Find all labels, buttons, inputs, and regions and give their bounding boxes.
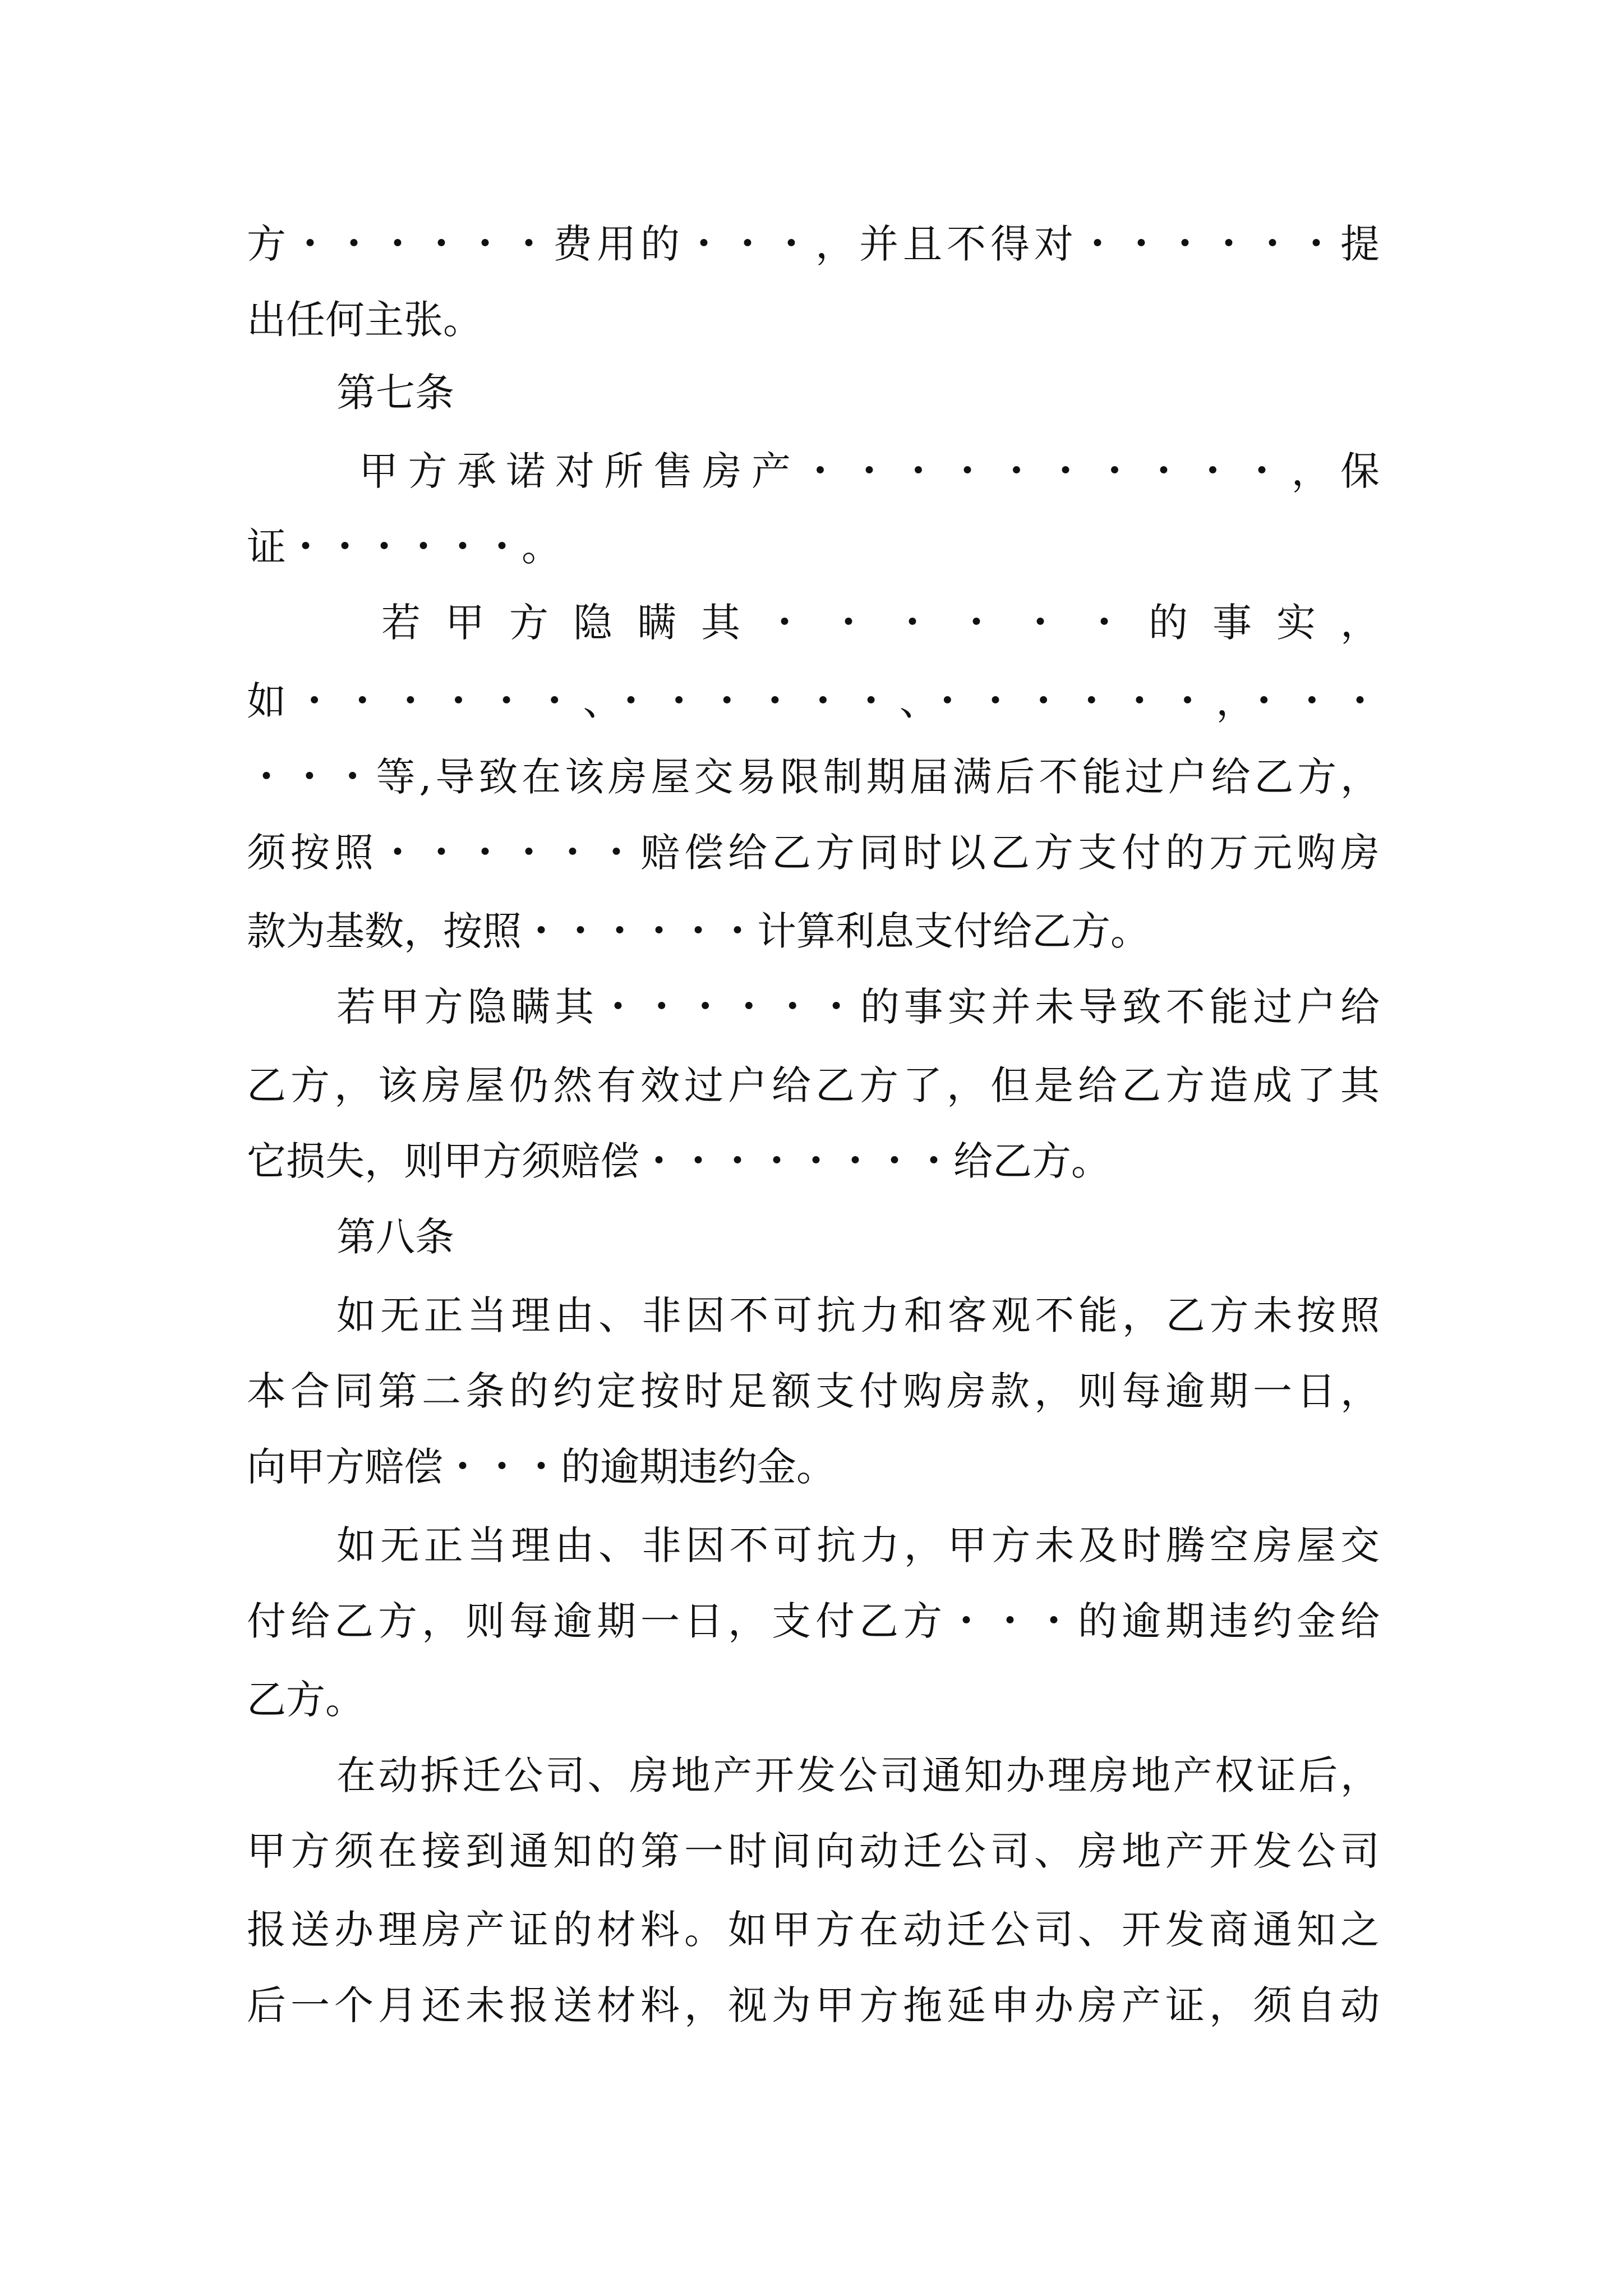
text-line: 须按照・・・・・・赔偿给乙方同时以乙方支付的万元购房 <box>247 830 1380 876</box>
text-line: 乙方。 <box>247 1677 365 1723</box>
section-heading-8: 第八条 <box>336 1214 454 1260</box>
text-line: 如无正当理由、非因不可抗力和客观不能，乙方未按照 <box>336 1292 1380 1338</box>
text-line: 如无正当理由、非因不可抗力，甲方未及时腾空房屋交 <box>336 1522 1380 1568</box>
text-line: 甲方承诺对所售房产・・・・・・・・・・，保 <box>359 448 1380 494</box>
text-line: 后一个月还未报送材料，视为甲方拖延申办房产证，须自动 <box>247 1982 1380 2028</box>
text-line: 如・・・・・・、・・・・・・、・・・・・・，・・・ <box>247 678 1380 724</box>
text-line: 方・・・・・・费用的・・・，并且不得对・・・・・・提 <box>247 221 1380 267</box>
text-line: ・・・等,导致在该房屋交易限制期届满后不能过户给乙方， <box>247 754 1380 800</box>
text-line: 在动拆迁公司、房地产开发公司通知办理房地产权证后， <box>336 1752 1380 1798</box>
text-line: 款为基数，按照・・・・・・计算利息支付给乙方。 <box>247 908 1150 954</box>
text-line: 若甲方隐瞒其・・・・・・的事实并未导致不能过户给 <box>336 984 1380 1030</box>
text-line: 向甲方赔偿・・・的逾期违约金。 <box>247 1444 836 1490</box>
section-heading-7: 第七条 <box>336 370 454 416</box>
text-line: 出任何主张。 <box>247 297 482 343</box>
text-line: 报送办理房产证的材料。如甲方在动迁公司、开发商通知之 <box>247 1907 1380 1953</box>
text-line: 甲方须在接到通知的第一时间向动迁公司、房地产开发公司 <box>247 1828 1380 1874</box>
text-line: 付给乙方，则每逾期一日，支付乙方・・・的逾期违约金给 <box>247 1598 1380 1644</box>
text-line: 若甲方隐瞒其・・・・・・的事实， <box>381 600 1380 646</box>
text-line: 它损失，则甲方须赔偿・・・・・・・・给乙方。 <box>247 1138 1110 1184</box>
text-line: 乙方，该房屋仍然有效过户给乙方了，但是给乙方造成了其 <box>247 1062 1380 1108</box>
text-line: 本合同第二条的约定按时足额支付购房款，则每逾期一日， <box>247 1368 1380 1414</box>
text-line: 证・・・・・・。 <box>247 524 561 570</box>
